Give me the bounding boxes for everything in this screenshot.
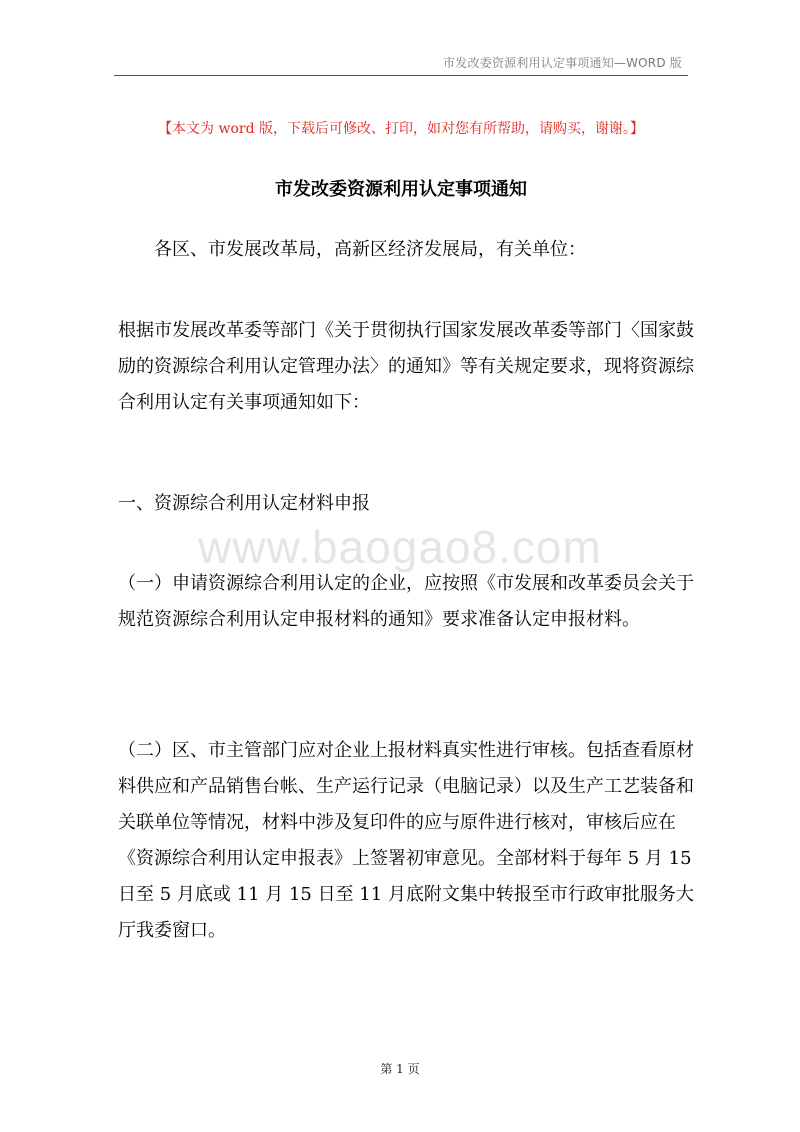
salutation: 各区、市发展改革局，高新区经济发展局，有关单位： [154,239,586,260]
item-1-paragraph: （一）申请资源综合利用认定的企业，应按照《市发展和改革委员会关于规范资源综合利用认定申报材料的通知》要求准备认定申报材料。 [118,573,694,630]
intro-paragraph: 根据市发展改革委等部门《关于贯彻执行国家发展改革委等部门〈国家鼓励的资源综合利用认定管理办法〉的通知》等有关规定要求，现将资源综合利用认定有关事项通知如下： [118,320,694,413]
document-title: 市发改委资源利用认定事项通知 [275,179,527,200]
purchase-notice: 【本文为 word 版，下载后可修改、打印，如对您有所帮助，请购买，谢谢。】 [158,121,644,137]
section-heading-1: 一、资源综合利用认定材料申报 [118,493,370,514]
header-divider [114,75,688,76]
running-header: 市发改委资源利用认定事项通知—WORD 版 [443,56,682,70]
page-number: 第 1 页 [380,1062,420,1076]
watermark-text: www.baogao8.com [198,521,602,573]
item-2-paragraph: （二）区、市主管部门应对企业上报材料真实性进行审核。包括查看原材料供应和产品销售台帐、生产运行记录（电脑记录）以及生产工艺装备和关联单位等情况，材料中涉及复印件的应与原件进行核对，审核后应在《资源综合利用认定申报表》上签署初审意见。全部材料于每年 5 月 15 日至 5 月底或 11 月 15 日至 11 月底附文集中转报至市行政审批服务大厅我委窗口。 [118,740,694,941]
